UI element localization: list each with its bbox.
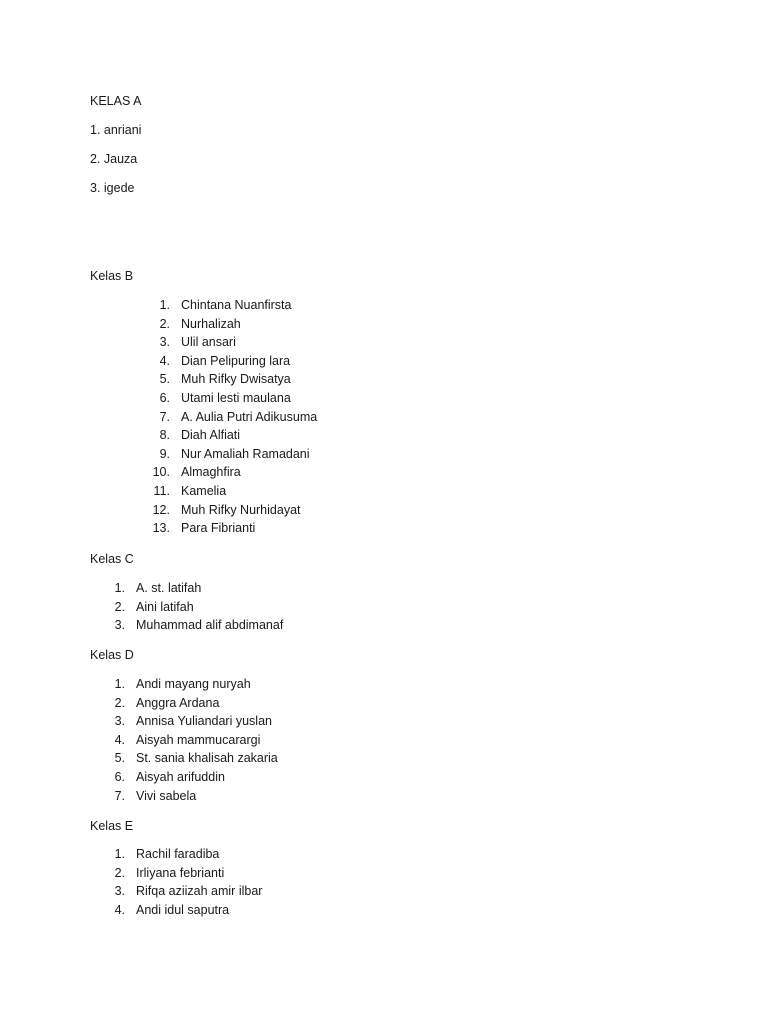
list-item-number: 1. — [114, 677, 125, 691]
list-item — [0, 428, 768, 447]
list-item-name: Almaghfira — [181, 465, 241, 480]
list-item-name: Annisa Yuliandari yuslan — [136, 714, 272, 729]
list-item — [0, 600, 768, 619]
list-item-number: 13. — [152, 521, 170, 536]
list-item-number: 1. — [159, 298, 170, 312]
list-item-name: Para Fibrianti — [181, 521, 256, 536]
list-item-name: A. st. latifah — [136, 581, 202, 595]
list-item-number: 3. — [114, 714, 125, 729]
list-item-name: A. Aulia Putri Adikusuma — [181, 409, 318, 424]
list-item-number: 4. — [159, 353, 170, 368]
list-item-name: Aisyah mammucarargi — [136, 732, 261, 747]
list-item-number: 5. — [159, 372, 170, 387]
list-item-name: Muh Rifky Nurhidayat — [181, 502, 301, 517]
list-item — [0, 354, 768, 373]
list-item — [0, 751, 768, 770]
list-item-number: 10. — [152, 465, 170, 480]
list-item — [0, 447, 768, 466]
list-item — [0, 789, 768, 808]
list-item — [0, 581, 768, 600]
list-item — [0, 714, 768, 733]
list-item — [0, 317, 768, 336]
list-item-name: Ulil ansari — [181, 335, 236, 350]
list-item — [0, 410, 768, 429]
list-item-name: Kamelia — [181, 483, 227, 498]
list-item-number: 1. — [114, 581, 125, 595]
kelas-e-list — [0, 847, 768, 921]
list-item-name: Irliyana febrianti — [136, 865, 225, 880]
list-item-number: 2. — [114, 865, 125, 880]
list-item-number: 2. — [159, 316, 170, 331]
list-item-name: Andi mayang nuryah — [136, 677, 251, 691]
kelas-d-list — [0, 677, 768, 807]
list-item-name: Vivi sabela — [136, 788, 197, 803]
list-item-number: 3. — [114, 618, 125, 633]
list-item — [0, 335, 768, 354]
list-item-name: Anggra Ardana — [136, 695, 220, 710]
list-item-number: 4. — [114, 732, 125, 747]
list-item-name: St. sania khalisah zakaria — [136, 751, 278, 766]
list-item-name: Aisyah arifuddin — [136, 769, 225, 784]
kelas-a-item: 3. igede — [90, 181, 135, 195]
list-item — [0, 696, 768, 715]
list-item-name: Nur Amaliah Ramadani — [181, 446, 310, 461]
list-item-number: 11. — [153, 483, 170, 498]
list-item-number: 1. — [114, 847, 125, 861]
list-item-name: Rachil faradiba — [136, 847, 220, 861]
list-item-number: 5. — [114, 751, 125, 766]
list-item-number: 2. — [114, 599, 125, 614]
list-item-number: 12. — [152, 502, 170, 517]
kelas-b-heading: Kelas B — [90, 269, 134, 283]
list-item-number: 3. — [114, 884, 125, 899]
list-item — [0, 618, 768, 637]
kelas-d-heading: Kelas D — [90, 648, 134, 662]
list-item — [0, 298, 768, 317]
list-item-number: 9. — [159, 446, 170, 461]
list-item — [0, 372, 768, 391]
list-item-number: 7. — [114, 788, 125, 803]
list-item-number: 2. — [114, 695, 125, 710]
list-item-name: Andi idul saputra — [136, 902, 230, 917]
list-item-number: 6. — [159, 390, 170, 405]
list-item-number: 7. — [159, 409, 170, 424]
list-item-number: 3. — [159, 335, 170, 350]
list-item-name: Chintana Nuanfirsta — [181, 298, 292, 312]
kelas-a-item: 2. Jauza — [90, 152, 138, 166]
list-item — [0, 503, 768, 522]
list-item-name: Dian Pelipuring lara — [181, 353, 291, 368]
list-item — [0, 733, 768, 752]
list-item-name: Muhammad alif abdimanaf — [136, 618, 284, 633]
list-item — [0, 484, 768, 503]
list-item — [0, 903, 768, 922]
kelas-b-list — [0, 298, 768, 540]
list-item — [0, 884, 768, 903]
kelas-a-item: 1. anriani — [90, 123, 142, 137]
list-item — [0, 677, 768, 696]
list-item-number: 4. — [114, 902, 125, 917]
list-item-name: Nurhalizah — [181, 316, 241, 331]
list-item-number: 8. — [159, 428, 170, 443]
kelas-c-heading: Kelas C — [90, 552, 134, 566]
list-item — [0, 391, 768, 410]
list-item — [0, 521, 768, 540]
list-item-name: Rifqa aziizah amir ilbar — [136, 884, 263, 899]
kelas-a-heading: KELAS A — [90, 94, 142, 108]
list-item-name: Aini latifah — [136, 599, 194, 614]
list-item — [0, 847, 768, 866]
list-item-name: Diah Alfiati — [181, 428, 241, 443]
list-item — [0, 866, 768, 885]
list-item-name: Muh Rifky Dwisatya — [181, 372, 291, 387]
list-item — [0, 465, 768, 484]
list-item-name: Utami lesti maulana — [181, 390, 291, 405]
kelas-c-list — [0, 581, 768, 637]
kelas-e-heading: Kelas E — [90, 819, 134, 833]
list-item-number: 6. — [114, 769, 125, 784]
list-item — [0, 770, 768, 789]
